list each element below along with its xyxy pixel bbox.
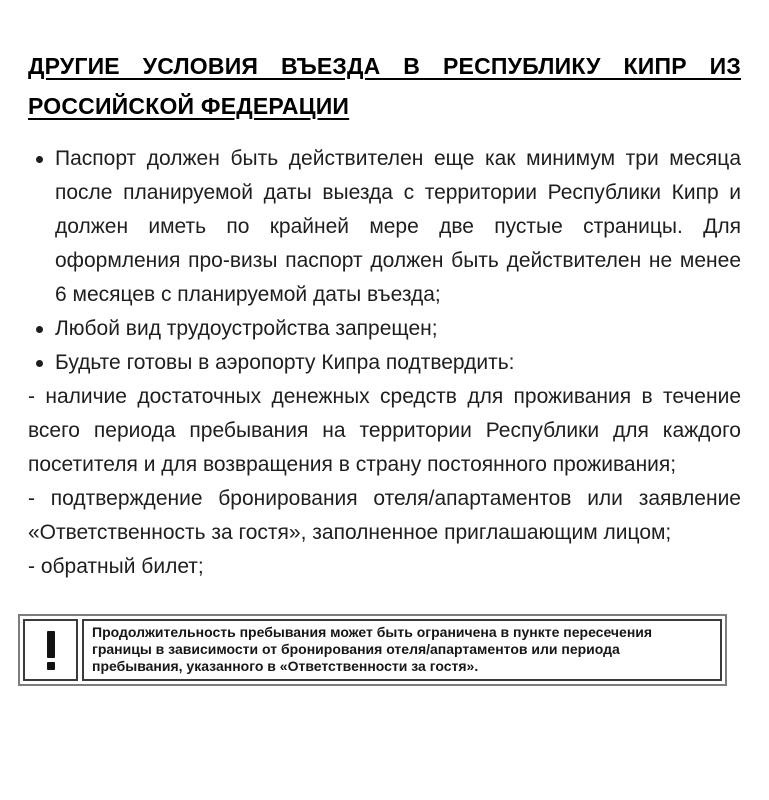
warning-box: [18, 614, 727, 686]
list-item-text: Паспорт должен быть действителен еще как минимум три месяца после планируемой даты выезда с территории Республики Кипр и должен иметь по крайней мере две пустые страницы. Для оформления про-визы паспорт должен быть действителен не менее 6 месяцев с планируемой даты въезда;: [55, 147, 741, 306]
list-item-passport: [28, 142, 741, 312]
list-item-airport: [28, 346, 741, 380]
dash-item-return-ticket: - обратный билет;: [28, 555, 204, 578]
exclamation-icon-bar: [47, 631, 55, 658]
page-title: [28, 46, 741, 126]
list-item-employment: [28, 312, 741, 346]
list-item-text: Любой вид трудоустройства запрещен;: [55, 317, 438, 340]
exclamation-icon-dot: [47, 662, 55, 670]
dash-item-funds: - наличие достаточных денежных средств для проживания в течение всего периода пребывания на территории Республики для каждого посетителя и для возвращения в страну постоянного проживания;: [28, 385, 741, 476]
warning-icon-cell: [23, 619, 78, 681]
list-item-text: Будьте готовы в аэропорту Кипра подтвердить:: [55, 351, 515, 374]
page-title-line1: ДРУГИЕ УСЛОВИЯ ВЪЕЗДА В РЕСПУБЛИКУ КИПР ИЗ: [28, 53, 741, 79]
warning-text: Продолжительность пребывания может быть ограничена в пункте пересечения границы в зависимости от бронирования отеля/апартаментов или периода пребывания, указанного в «Ответственности за гостя».: [82, 619, 722, 681]
bullet-icon: [36, 156, 43, 163]
document-body: [28, 142, 741, 584]
exclamation-icon: [47, 631, 55, 670]
dash-item-booking: - подтверждение бронирования отеля/апартаментов или заявление «Ответственность за гостя», заполненное приглашающим лицом;: [28, 487, 741, 544]
page-title-line2: РОССИЙСКОЙ ФЕДЕРАЦИИ: [28, 93, 350, 119]
bullet-icon: [36, 360, 43, 367]
bullet-icon: [36, 326, 43, 333]
